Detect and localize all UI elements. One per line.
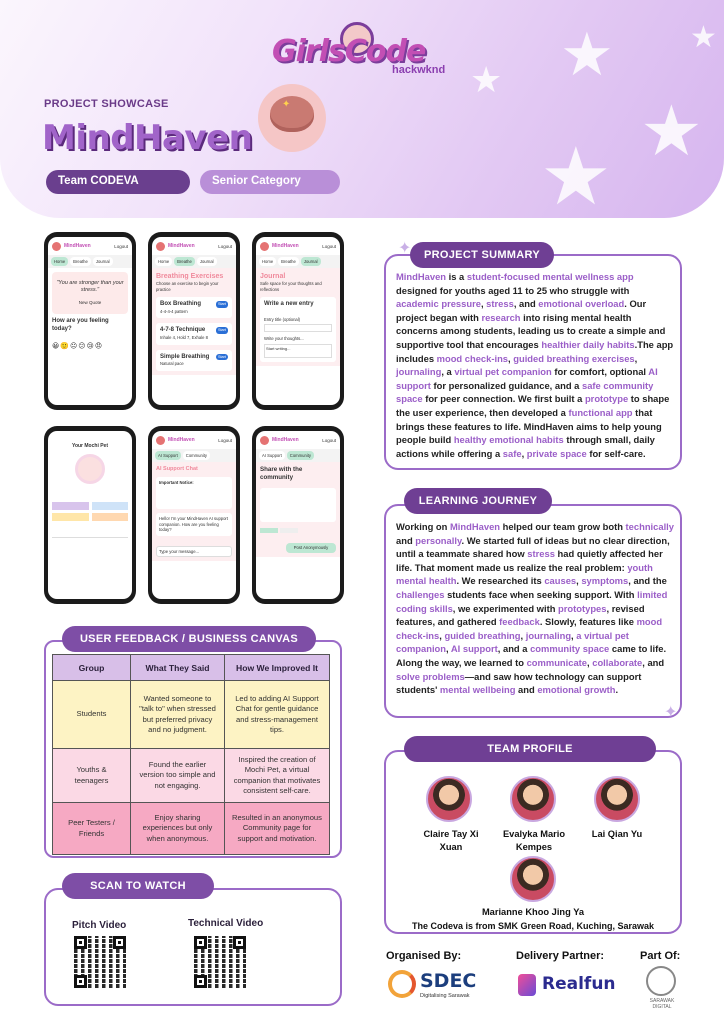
avatar xyxy=(594,776,640,822)
entry-title-label: Entry title (optional) xyxy=(264,316,301,322)
entry-heading: Write a new entry xyxy=(264,301,314,307)
app-name: MindHaven xyxy=(272,437,299,443)
body-text: for self-care. xyxy=(586,447,646,459)
star-icon: ★ xyxy=(640,90,703,172)
community-input[interactable] xyxy=(260,488,336,522)
body-text: into rising mental health concerns among students, leading us to create a simple and supportive tool that encourages xyxy=(396,311,666,350)
tab-home[interactable]: Home xyxy=(155,257,172,266)
app-name: MindHaven xyxy=(272,243,299,249)
pet-stat xyxy=(92,513,129,521)
exercise-desc: 4-4-4-4 pattern xyxy=(160,308,188,314)
school-text: The Codeva is from SMK Green Road, Kuching, Sarawak xyxy=(411,921,655,931)
body-text: , xyxy=(587,656,593,668)
phone-journal xyxy=(252,232,344,410)
highlight-text: prototype xyxy=(584,393,629,405)
body-text: , and xyxy=(642,656,665,668)
pet-info xyxy=(52,537,128,563)
phone-pet xyxy=(44,426,136,604)
technical-video-label: Technical Video xyxy=(188,918,264,929)
highlight-text: technically xyxy=(625,521,675,532)
partof-label: Part Of: xyxy=(640,950,681,962)
tab-breathe[interactable]: Breathe xyxy=(174,257,195,266)
body-text: . xyxy=(615,684,619,696)
tab-home[interactable]: Home xyxy=(51,257,68,266)
feedback-heading: USER FEEDBACK / BUSINESS CANVAS xyxy=(62,626,316,652)
avatar xyxy=(260,242,269,251)
tab-home[interactable]: Home xyxy=(259,257,276,266)
column-header: How We Improved It xyxy=(225,655,330,681)
tab-breathe[interactable]: Breathe xyxy=(278,257,299,266)
category-chip[interactable] xyxy=(260,528,278,533)
body-text: helped our team grow both xyxy=(500,521,626,532)
body-text: for peer connection. We first built a xyxy=(422,393,585,405)
table-row xyxy=(53,749,330,803)
team-heading: TEAM PROFILE xyxy=(404,736,656,762)
table-row xyxy=(53,803,330,855)
sarawak-digital-icon xyxy=(646,966,676,996)
logout-button[interactable]: Logout xyxy=(114,243,128,249)
member-name: Claire Tay Xi Xuan xyxy=(423,829,479,852)
technical-qr-code[interactable] xyxy=(194,936,246,988)
pet-stat xyxy=(52,502,89,510)
column-header: What They Said xyxy=(131,655,225,681)
table-cell: Peer Testers / Friends xyxy=(53,803,131,855)
member-name: Marianne Khoo Jing Ya xyxy=(481,907,585,917)
highlight-text: causes xyxy=(544,575,577,587)
highlight-text: personally xyxy=(415,534,462,546)
highlight-text: guided breathing xyxy=(444,629,521,641)
star-icon: ★ xyxy=(690,20,717,55)
body-text: , a xyxy=(441,366,455,378)
category-pill: Senior Category xyxy=(200,170,340,194)
pet-avatar[interactable] xyxy=(75,454,105,484)
table-cell: Students xyxy=(53,681,131,749)
body-text: students face when seeking support. With xyxy=(444,588,638,600)
pet-title: Your Mochi Pet xyxy=(71,443,109,449)
tab-community[interactable]: Community xyxy=(287,451,314,460)
highlight-text: healthy emotional habits xyxy=(453,434,564,446)
phone-breathe xyxy=(148,232,240,410)
app-name: MindHaven xyxy=(168,243,195,249)
body-text: for comfort, optional xyxy=(551,366,649,378)
table-row xyxy=(53,681,330,749)
logout-button[interactable]: Logout xyxy=(218,243,232,249)
feeling-heading: How are you feeling today? xyxy=(52,318,109,332)
body-text: , xyxy=(480,298,487,310)
highlight-text: solve problems xyxy=(396,670,465,682)
body-text: designed for youths aged 11 to 25 who struggle with xyxy=(396,284,630,296)
highlight-text: mental wellbeing xyxy=(439,684,516,696)
column-header: Group xyxy=(53,655,131,681)
body-text: came to life. Along the way, we learned to xyxy=(396,643,667,668)
tab-ai-support[interactable]: AI Support xyxy=(259,451,285,460)
journal-title: Journal xyxy=(260,273,286,280)
sparkle-icon: ✦ xyxy=(398,238,412,257)
table-cell: Led to adding AI Support Chat for gentle guidance and stress-management tips. xyxy=(225,681,330,749)
exercise-name: 4-7-8 Technique xyxy=(160,327,206,334)
category-chip[interactable] xyxy=(280,528,298,533)
sdec-tagline: Digitalising Sarawak xyxy=(420,993,470,999)
body-text: , xyxy=(571,629,577,641)
journey-text xyxy=(396,520,674,697)
highlight-text: safe xyxy=(502,447,522,459)
breathing-title: Breathing Exercises xyxy=(156,273,224,280)
summary-heading: PROJECT SUMMARY xyxy=(410,242,554,268)
body-text: , xyxy=(508,352,514,364)
logout-button[interactable]: Logout xyxy=(218,437,232,443)
body-text: . We researched its xyxy=(456,575,545,587)
tab-journal[interactable]: Journal xyxy=(93,257,113,266)
highlight-text: functional app xyxy=(568,406,633,418)
highlight-text: emotional growth xyxy=(537,684,616,696)
pitch-qr-code[interactable] xyxy=(74,936,126,988)
body-text: and xyxy=(396,534,416,546)
body-text: , xyxy=(446,643,451,655)
highlight-text: MindHaven xyxy=(396,271,447,282)
entry-title-input[interactable] xyxy=(264,324,332,332)
body-text: . Slowly, features like xyxy=(539,616,637,628)
sparkle-icon: ✦ xyxy=(664,702,678,721)
body-text: , and a xyxy=(497,643,531,655)
tab-journal[interactable]: Journal xyxy=(301,257,321,266)
highlight-text: virtual pet companion xyxy=(454,366,552,378)
body-text: , xyxy=(521,447,527,459)
highlight-text: emotional overload xyxy=(538,298,625,310)
showcase-label: PROJECT SHOWCASE xyxy=(44,98,169,110)
tab-breathe[interactable]: Breathe xyxy=(70,257,91,266)
body-text: for personalized guidance, and a xyxy=(430,379,582,391)
logout-button[interactable]: Logout xyxy=(322,243,336,249)
body-text: , we experimented with xyxy=(452,602,559,614)
exercise-card[interactable] xyxy=(156,323,232,344)
mood-emoji-row[interactable]: 😀🙂😐😕😢😠 xyxy=(52,341,104,350)
exercise-desc: Inhale 4, Hold 7, Exhale 8 xyxy=(160,335,208,341)
body-text: is a xyxy=(446,271,467,282)
exercise-desc: Natural pace xyxy=(160,361,184,367)
pet-stat xyxy=(92,502,129,510)
body-text: , and the xyxy=(628,575,667,587)
avatar xyxy=(426,776,472,822)
highlight-text: communicate xyxy=(526,656,588,668)
body-text: .The app includes xyxy=(396,338,674,364)
highlight-text: limited coding skills xyxy=(396,588,668,614)
avatar xyxy=(510,776,556,822)
breathing-subtitle: Choose an exercise to begin your practice xyxy=(156,281,219,292)
event-logo: GirlsCode xyxy=(272,34,426,69)
exercise-name: Box Breathing xyxy=(160,301,202,307)
highlight-text: safe community space xyxy=(396,379,654,405)
highlight-text: youth mental health xyxy=(396,561,653,587)
sarawak-digital-label: SARAWAK DIGITAL xyxy=(649,998,675,1010)
highlight-text: community space xyxy=(530,643,610,655)
ai-notice: Important Notice: xyxy=(159,480,194,486)
phone-community xyxy=(252,426,344,604)
member-name: Lai Qian Yu xyxy=(591,829,643,839)
table-cell: Wanted someone to "talk to" when stressed but preferred privacy and no judgment. xyxy=(131,681,225,749)
sdec-logo: SDEC xyxy=(420,970,477,992)
brain-icon xyxy=(270,96,314,132)
body-text: that brings these features to life. MindHaven aims to help young people build xyxy=(396,406,662,446)
body-text: . Our project began with xyxy=(396,298,647,323)
journal-subtitle: Safe space for your thoughts and reflections xyxy=(260,281,322,292)
table-cell: Inspired the creation of Mochi Pet, a virtual companion that motivates consistent self-care. xyxy=(225,749,330,803)
body-text: had quietly affected her life. That moment made us realize the real problem: xyxy=(396,548,663,573)
avatar xyxy=(52,242,61,251)
table-cell: Resulted in an anonymous Community page for support and motivation. xyxy=(225,803,330,855)
body-text: through small, daily actions while offering a xyxy=(396,434,655,459)
highlight-text: guided breathing exercises xyxy=(513,352,635,364)
sdec-logo-icon xyxy=(388,970,416,998)
app-name: MindHaven xyxy=(168,437,195,443)
avatar xyxy=(156,242,165,251)
avatar xyxy=(156,436,165,445)
highlight-text: AI support xyxy=(396,366,658,391)
summary-text xyxy=(396,270,674,460)
highlight-text: symptoms xyxy=(581,575,629,587)
tab-journal[interactable]: Journal xyxy=(197,257,217,266)
start-chip[interactable]: Start xyxy=(217,302,226,306)
highlight-text: mood check-ins xyxy=(436,352,509,364)
body-text: —and saw how technology can support students' xyxy=(396,670,642,696)
highlight-text: stress xyxy=(486,298,514,310)
sparkle-icon: ✦ xyxy=(282,99,291,110)
star-icon: ★ xyxy=(540,130,612,218)
ai-message: Hello! I'm your MindHaven AI support companion. How are you feeling today? xyxy=(156,513,232,535)
body-text: and xyxy=(515,684,538,696)
realfun-logo: Realfun xyxy=(542,974,616,994)
highlight-text: feedback xyxy=(499,616,540,628)
community-title: Share with the community xyxy=(260,466,303,482)
scan-heading: SCAN TO WATCH xyxy=(62,873,214,899)
highlight-text: a virtual pet companion xyxy=(396,629,629,655)
exercise-name: Simple Breathing xyxy=(160,353,210,360)
ai-message-input[interactable]: Type your message... xyxy=(156,546,232,557)
team-pill: Team CODEVA xyxy=(46,170,190,194)
pet-stat xyxy=(52,513,89,521)
highlight-text: research xyxy=(481,311,521,323)
highlight-text: mood check-ins xyxy=(396,616,663,641)
body-text: , xyxy=(520,629,526,641)
highlight-text: challenges xyxy=(396,588,445,600)
post-anonymously-button[interactable]: Post Anonymously xyxy=(286,543,336,552)
table-cell: Enjoy sharing experiences but only when anonymous. xyxy=(131,803,225,855)
highlight-text: MindHaven xyxy=(450,521,501,532)
feedback-table xyxy=(52,654,330,855)
delivery-label: Delivery Partner: xyxy=(516,950,605,962)
table-cell: Found the earlier version too simple and not engaging. xyxy=(131,749,225,803)
phone-ai xyxy=(148,426,240,604)
journey-heading: LEARNING JOURNEY xyxy=(404,488,552,514)
ai-chat-title: AI Support Chat xyxy=(156,466,198,472)
highlight-text: stress xyxy=(527,548,555,560)
tab-ai-support[interactable]: AI Support xyxy=(155,451,181,460)
body-text: , xyxy=(576,575,582,587)
highlight-text: journaling xyxy=(396,366,442,378)
body-text: , xyxy=(634,352,638,364)
body-text: , and xyxy=(513,298,539,310)
highlight-text: journaling xyxy=(525,629,572,641)
realfun-logo-icon xyxy=(518,974,536,996)
new-quote-button[interactable]: New Quote xyxy=(78,300,102,306)
star-icon: ★ xyxy=(560,20,614,90)
body-text: Working on xyxy=(396,521,450,532)
tab-community[interactable]: Community xyxy=(183,451,210,460)
app-name: MindHaven xyxy=(64,243,91,249)
quote-text: "You are stronger than your stress." xyxy=(56,280,124,294)
exercise-card[interactable] xyxy=(156,297,232,318)
highlight-text: healthier daily habits xyxy=(541,338,635,350)
entry-body-input[interactable]: Start writing... xyxy=(264,344,332,358)
start-chip[interactable]: Start xyxy=(217,328,226,333)
highlight-text: private space xyxy=(526,447,587,459)
avatar xyxy=(510,856,556,902)
page-title: MindHaven xyxy=(42,118,253,158)
highlight-text: prototypes xyxy=(558,602,607,614)
body-text: , xyxy=(439,629,445,641)
avatar xyxy=(260,436,269,445)
organised-label: Organised By: xyxy=(386,950,462,962)
body-text: . We started full of ideas but no clear direction, until a teammate shared how xyxy=(396,534,670,560)
star-icon: ★ xyxy=(470,60,503,101)
body-text: to shape the user experience, then developed a xyxy=(396,393,670,418)
pitch-video-label: Pitch Video xyxy=(72,920,127,931)
exercise-card[interactable] xyxy=(156,350,232,371)
highlight-text: AI support xyxy=(450,643,498,655)
start-chip[interactable]: Start xyxy=(217,354,226,359)
member-name: Evalyka Mario Kempes xyxy=(502,829,565,852)
body-text: , revised features, and gathered xyxy=(396,602,645,628)
highlight-text: student-focused mental wellness app xyxy=(466,271,634,282)
entry-body-label: Write your thoughts... xyxy=(264,336,304,342)
highlight-text: collaborate xyxy=(592,656,643,668)
phone-home xyxy=(44,232,136,410)
highlight-text: academic pressure xyxy=(396,298,481,310)
logout-button[interactable]: Logout xyxy=(322,437,336,443)
event-logo-sub: hackwknd xyxy=(392,64,446,76)
table-cell: Youths & teenagers xyxy=(53,749,131,803)
